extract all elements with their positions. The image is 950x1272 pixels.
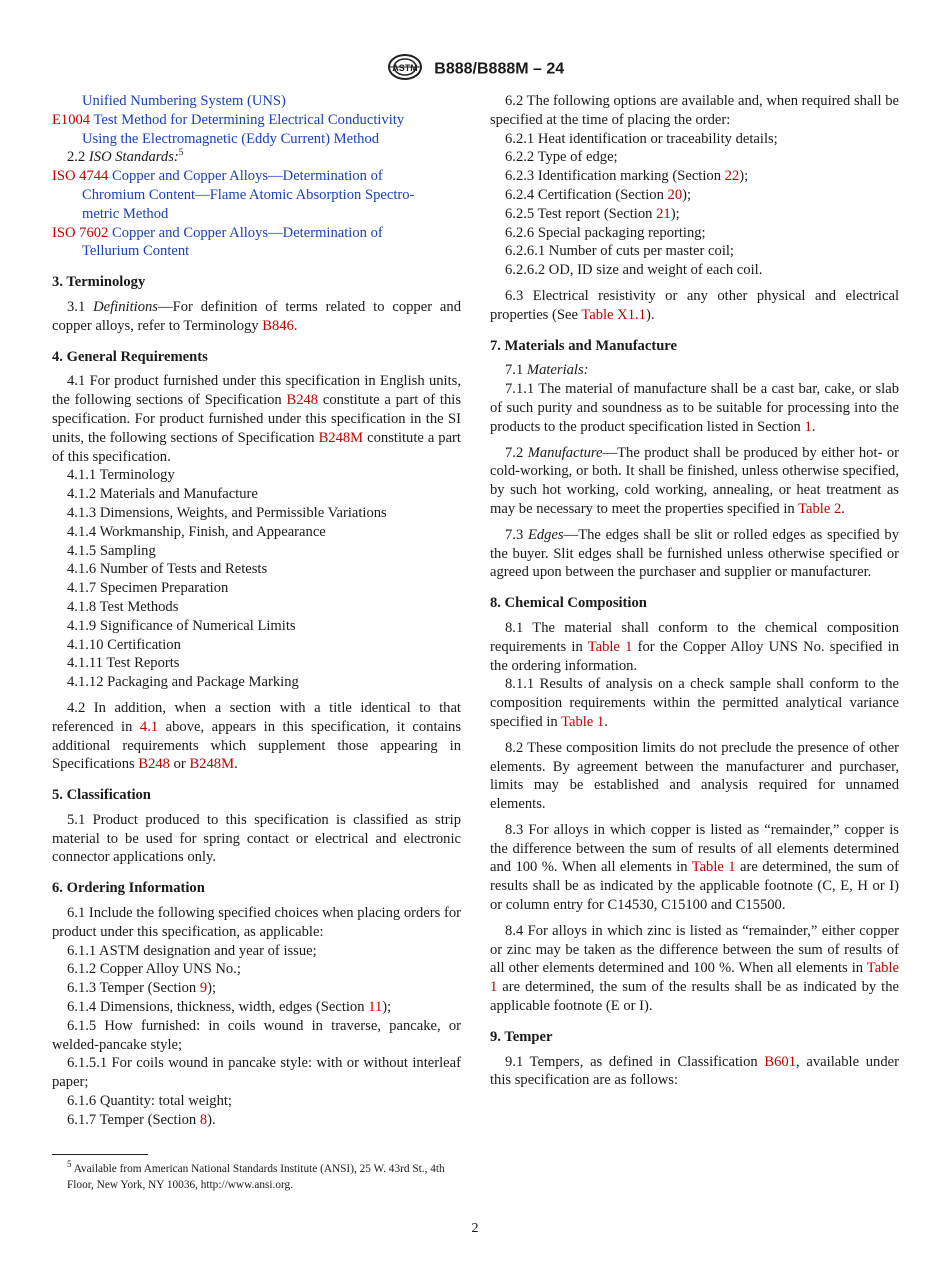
page-number: 2 <box>471 1221 479 1236</box>
list-item: 6.2.5 Test report (Section 21); <box>505 205 680 222</box>
standard-designation: B888/B888M – 24 <box>434 60 565 78</box>
page-header <box>0 53 950 86</box>
list-item: 4.1.11 Test Reports <box>67 655 180 672</box>
list-item: 6.1.3 Temper (Section 9); <box>67 980 217 997</box>
astm-logo-icon <box>386 53 424 86</box>
link-table-x1-1[interactable]: Table X1.1 <box>581 306 646 323</box>
list-item: 4.1.4 Workmanship, Finish, and Appearance <box>67 523 326 540</box>
link-section-21[interactable]: 21 <box>656 205 671 222</box>
section-heading-classification: 5. Classification <box>52 787 151 804</box>
link-table-1[interactable]: Table 1 <box>587 638 633 655</box>
link-b846[interactable]: B846 <box>262 317 294 334</box>
link-table-1[interactable]: Table 1 <box>561 713 605 730</box>
list-item: 6.1.7 Temper (Section 8). <box>67 1111 216 1128</box>
link-section-4-1[interactable]: 4.1 <box>139 718 159 735</box>
list-item: 6.1.5.1 For coils wound in pancake style: with or without interleaf paper; <box>52 1055 461 1091</box>
section-heading-chemical-composition: 8. Chemical Composition <box>490 595 647 612</box>
paragraph-7-2: 7.2 Manufacture—The product shall be produced by either hot- or cold-working, or both. It shall be finished, unless otherwise specified, by such hot working, cold working, annealing, or heat treatment as may be necessary to meet the properties specified in Table 2. <box>490 444 899 517</box>
list-item: 4.1.1 Terminology <box>67 467 175 484</box>
list-item: 6.1.4 Dimensions, thickness, width, edges (Section 11); <box>67 999 392 1016</box>
list-item: 6.2.6 Special packaging reporting; <box>505 224 706 241</box>
section-heading-general-requirements: 4. General Requirements <box>52 348 208 365</box>
link-b248[interactable]: B248 <box>286 392 319 409</box>
reference-iso4744[interactable]: ISO 4744 Copper and Copper Alloys—Determination of Chromium Content—Flame Atomic Absorption Spectro- metric Method <box>52 168 415 222</box>
link-table-1[interactable]: Table 1 <box>490 960 899 996</box>
paragraph-8-1-1: 8.1.1 Results of analysis on a check sample shall conform to the composition requirements within the permitted analytical variance specified in Table 1. <box>490 676 899 730</box>
list-item: 6.2.4 Certification (Section 20); <box>505 186 692 203</box>
paragraph-4-2: 4.2 In addition, when a section with a title identical to that referenced in 4.1 above, appears in this specification, it contains additional requirements which supplement those appearing in Specifications B248 or B248M. <box>52 699 462 773</box>
link-section-8[interactable]: 8 <box>199 1111 208 1128</box>
list-item: 6.1.1 ASTM designation and year of issue; <box>67 942 317 959</box>
list-item: 6.2.6.2 OD, ID size and weight of each coil. <box>505 262 763 279</box>
left-column <box>52 92 461 1130</box>
uns-reference-continuation[interactable]: Unified Numbering System (UNS) <box>82 93 286 109</box>
iso-standards-label: 2.2 ISO Standards:$^5$ <box>67 147 184 166</box>
paragraph-8-1: 8.1 The material shall conform to the chemical composition requirements in Table 1 for the Copper Alloy UNS No. specified in the ordering information. <box>490 619 900 674</box>
link-table-1[interactable]: Table 1 <box>691 859 736 876</box>
section-heading-ordering-information: 6. Ordering Information <box>52 880 205 897</box>
list-item: 4.1.6 Number of Tests and Retests <box>67 561 268 578</box>
paragraph-7-1-1: 7.1.1 The material of manufacture shall be a cast bar, cake, or slab of such purity and soundness as to be suitable for processing into the products to the product specification listed in Section 1. <box>490 381 899 435</box>
paragraph-5-1: 5.1 Product produced to this specification is classified as strip material to be used for spring contact or electrical and electronic connector applications only. <box>52 811 461 866</box>
list-item: 4.1.12 Packaging and Package Marking <box>67 674 299 691</box>
paragraph-8-3: 8.3 For alloys in which copper is listed as “remainder,” copper is the difference between the sum of results of all elements determined and 100 %. When all elements in Table 1 are determined, the sum of results shall be as indicated by the applicable footnote (C, E, H or I) or column entry for C14530, C15100 and C15500. <box>490 821 900 914</box>
link-section-20[interactable]: 20 <box>667 186 683 203</box>
list-item: 6.2.3 Identification marking (Section 22); <box>505 168 749 185</box>
link-section-1[interactable]: 1 <box>804 418 812 435</box>
list-item: 4.1.8 Test Methods <box>67 598 179 615</box>
paragraph-7-3: 7.3 Edges—The edges shall be slit or rolled edges as specified by the buyer. Slit edges shall be furnished unless otherwise specified or agreed upon between the purchaser and supplier or manufacturer. <box>490 526 899 581</box>
link-table-2[interactable]: Table 2 <box>798 500 842 517</box>
list-item: 6.1.5 How furnished: in coils wound in traverse, pancake, or welded-pancake style; <box>52 1017 461 1053</box>
footnote-divider <box>52 1154 148 1155</box>
link-section-9[interactable]: 9 <box>199 980 208 997</box>
right-column <box>490 92 899 1090</box>
list-item: 4.1.3 Dimensions, Weights, and Permissible Variations <box>67 504 387 521</box>
section-heading-materials-manufacture: 7. Materials and Manufacture <box>490 337 677 354</box>
paragraph-6-2: 6.2 The following options are available and, when required shall be specified at the time of placing the order: <box>490 93 899 128</box>
link-b601[interactable]: B601 <box>764 1053 797 1070</box>
paragraph-9-1: 9.1 Tempers, as defined in Classification B601, available under this specification are as follows: <box>490 1053 899 1089</box>
paragraph-8-2: 8.2 These composition limits do not preclude the presence of other elements. By agreement between the manufacturer and purchaser, limits may be established and analysis required for unnamed elements. <box>490 739 899 813</box>
footnote-5: $^5$ Available from American National Standards Institute (ANSI), 25 W. 43rd St., 4th Floor, New York, NY 10036, http://www.ansi.org. <box>67 1159 445 1191</box>
list-item: 4.1.7 Specimen Preparation <box>67 580 229 597</box>
link-b248m[interactable]: B248M <box>189 756 235 773</box>
section-heading-temper: 9. Temper <box>490 1028 553 1045</box>
list-item: 6.2.6.1 Number of cuts per master coil; <box>505 243 734 260</box>
link-section-11[interactable]: 11 <box>368 999 383 1016</box>
list-item: 4.1.10 Certification <box>67 636 181 653</box>
paragraph-3-1: 3.1 Definitions—For definition of terms related to copper and copper alloys, refer to Terminology B846. <box>52 298 461 334</box>
list-item: 4.1.9 Significance of Numerical Limits <box>67 617 296 634</box>
section-heading-terminology: 3. Terminology <box>52 274 146 291</box>
list-item: 6.2.1 Heat identification or traceability details; <box>505 130 778 147</box>
list-item: 4.1.2 Materials and Manufacture <box>67 486 258 503</box>
reference-e1004[interactable]: E1004 Test Method for Determining Electrical Conductivity Using the Electromagnetic (Eddy Current) Method <box>52 111 405 147</box>
paragraph-8-4: 8.4 For alloys in which zinc is listed as “remainder,” either copper or zinc may be taken as the difference between the sum of results of all other elements determined and 100 %. When all elements in Table 1 are determined, the sum of the results shall be as indicated by the applicable footnote (E or I). <box>490 922 899 1015</box>
link-b248m[interactable]: B248M <box>318 429 364 446</box>
svg-text:ASTM: ASTM <box>392 63 418 73</box>
list-item: 6.2.2 Type of edge; <box>505 149 618 166</box>
list-item: 4.1.5 Sampling <box>67 542 156 559</box>
paragraph-4-1: 4.1 For product furnished under this specification in English units, the following sections of Specification B248 constitute a part of this specification. For product furnished under this specification in the SI units, the following sections of Specification B248M constitute a part of this specification. <box>52 373 461 465</box>
paragraph-7-1: 7.1 Materials: <box>505 362 589 379</box>
link-b248[interactable]: B248 <box>138 756 170 773</box>
reference-iso7602[interactable]: ISO 7602 Copper and Copper Alloys—Determination of Tellurium Content <box>52 224 383 260</box>
paragraph-6-3: 6.3 Electrical resistivity or any other physical and electrical properties (See Table X1.1). <box>490 287 899 323</box>
list-item: 6.1.2 Copper Alloy UNS No.; <box>67 961 241 978</box>
paragraph-6-1: 6.1 Include the following specified choices when placing orders for product under this specification, as applicable: <box>52 905 461 940</box>
link-section-22[interactable]: 22 <box>724 168 740 185</box>
list-item: 6.1.6 Quantity: total weight; <box>67 1093 232 1110</box>
